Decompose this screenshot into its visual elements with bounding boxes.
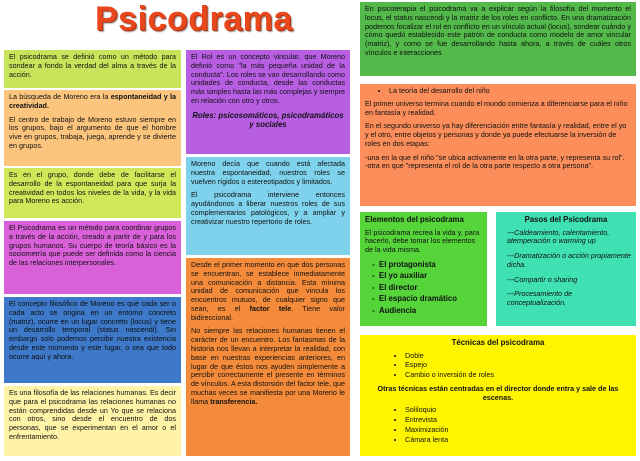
box-elements	[360, 212, 487, 326]
child-development-title: • La teoría del desarrollo del niño	[389, 87, 631, 96]
element-item: - El espacio dramático	[379, 294, 482, 304]
box-child-development	[360, 84, 636, 206]
philosophy-concept-text: El concepto filosófico de Moreno es que cada ser o cada acto se origina en un entorno concreto (matriz), ocurre en un lugar concreto (locus) y tiene un desarrollo temporal (status nascendi). Sin embargo solo podemos percibir nuestra existencia desde este momento y este lugar, o sea que todo ocurre aquí y ahora.	[9, 299, 176, 361]
element-item: - El director	[379, 283, 482, 293]
box-techniques	[360, 335, 636, 456]
director-technique-item: • Entrevista	[405, 416, 631, 425]
role-types: Roles: psicosomáticos, psicodramáticos y sociales	[192, 110, 344, 130]
moreno-search-text: La búsqueda de Moreno era la espontaneidad y la creatividad.	[9, 92, 176, 110]
techniques-title: Técnicas del psicodrama	[451, 338, 545, 347]
box-group-spontaneity	[4, 168, 181, 218]
box-steps	[496, 212, 636, 326]
spontaneity-roles-text: Moreno decía que cuando está afectada nuestra espontaneidad, nuestros roles se vuelven rígidos o estereotipados y limitados.	[191, 159, 345, 186]
elements-list	[365, 260, 482, 316]
method-text: El Psicodrama es un método para coordinar grupos a través de la acción, creado a partir de y para los grupos humanos. Su cuerpo de teoría básico es la sociometría que puede ser definida como la ciencia de las relaciones interpersonales.	[9, 223, 176, 268]
step-item: ---Dramatización o acción propiamente dicha.	[507, 251, 631, 269]
psychodrama-intervention-text: El psicodrama interviene entonces ayudándonos a liberar nuestros roles de sus complementarios patológicos, y a ampliar y creativizar nuestro repertorio de roles.	[191, 190, 345, 226]
techniques-subtitle: Otras técnicas están centradas en el director donde entra y sale de las escenas.	[377, 383, 619, 402]
technique-item: • Espejo	[405, 361, 631, 370]
box-tele	[186, 258, 350, 456]
element-item: - Audiencia	[379, 306, 482, 316]
step-item: ---Caldeamiento, calentamiento, atemperación o warming up	[507, 227, 610, 246]
stage-one-text: -una en la que el niño "se ubica activamente en la otra parte, y representa su rol".	[365, 152, 625, 162]
steps-title: Pasos del Psicodrama	[524, 215, 608, 224]
first-universe-text: El primer universo termina cuando el mundo comienza a diferenciarse para el niño en fantasía y realidad.	[365, 98, 628, 117]
box-method	[4, 221, 181, 294]
box-spontaneity-roles	[186, 157, 350, 255]
elements-intro: El psicodrama recrea la vida y, para hacerlo, debe tomar los elementos de la vida misma.	[365, 227, 480, 255]
relations-text: Es una filosofía de las relaciones humanas. Es decir que para el psicodrama las relaciones humanas no están comprendidas desde un Yo que se relaciona con otros, sino desde el encuentro de dos personas, que se experimentan en el amor o el enfrentamiento.	[9, 388, 176, 441]
page-title: Psicodrama	[95, 0, 293, 38]
director-technique-item: • Soliloquio	[405, 406, 631, 415]
technique-item: • Doble	[405, 352, 631, 361]
director-technique-item: • Cámara lenta	[405, 436, 631, 445]
stage-two-text: -otra en que "representa el rol de la otra parte respecto a otra persona".	[365, 161, 594, 171]
step-item: ---Compartir o sharing	[507, 274, 578, 284]
element-item: - El protagonista	[379, 260, 482, 270]
technique-item: • Cambio o inversión de roles	[405, 371, 631, 380]
tele-text: Desde el primer momento en que dos personas se encuentran, se establece inmediatamente una comunicación a distancia. Esta mínima unidad de comunicación que vincula los encuentros mutuos, de cualquier signo que sean, es el factor tele. Tiene valor bidireccional.	[191, 260, 345, 322]
director-technique-item: • Maximización	[405, 426, 631, 435]
box-psychotherapy	[360, 2, 636, 76]
role-text: El Rol es un concepto vincular, que Moreno definió como "la más pequeña unidad de la conducta". Los roles se van desarrollando como unidades de conducta, desde las conductas más simples hasta las más complejas y siempre en relación con otro y otros.	[191, 52, 345, 105]
second-universe-text: En el segundo universo ya hay diferenciación entre fantasía y realidad, entre el yo y el otro, entre objetos y personas y donde ya puede efectuarse la inversión de roles en dos etapas:	[365, 121, 627, 148]
box-definition	[4, 50, 181, 88]
techniques-list	[365, 352, 631, 380]
moreno-groups-text: El centro de trabajo de Moreno estuvo siempre en los grupos, bajo el argumento de que el hombre vive en grupos, trabaja, juega, aprende y se divierte en grupos.	[9, 114, 176, 150]
elements-title: Elementos del psicodrama	[365, 215, 464, 224]
element-item: - El yo auxiliar	[379, 271, 482, 281]
box-relations	[4, 386, 181, 456]
group-spontaneity-text: Es en el grupo, donde debe de facilitarse el desarrollo de la espontaneidad para que surja la creatividad en todos los niveles de la vida, y la vida para Moreno es acción.	[9, 170, 176, 206]
definition-text: El psicodrama se definió como un método para sondear a fondo la verdad del alma a través de la acción.	[9, 52, 176, 79]
psychotherapy-text: En psicoterapia el psicodrama va a explicar según la filosofía del momento el locus, el status nascendi y la matriz de los roles en conflicto. En una dramatización podemos focalizar el rol en conflicto en un vínculo actual (locus), sondear cuándo y cómo quedó establecido este patrón de conducta como modelo de amor vincular (matriz), y como se fue desarrollando hasta ahora, a través de cuáles otros vínculos e interacciones	[365, 4, 631, 57]
steps-list	[501, 229, 631, 308]
director-techniques-list	[365, 406, 631, 444]
transference-text: No siempre las relaciones humanas tienen el carácter de un encuentro. Los fantasmas de la historia nos llevan a interpretar la realidad, con base en nuestras experiencias anteriores, en lugar de que éstos nos ayuden simplemente a percibir correctamente el presente en términos de vínculos. A esta distorsión del factor tele, que muchas veces se manifiesta por una Moreno le llama transferencia.	[191, 326, 345, 406]
box-philosophy-concept	[4, 297, 181, 383]
box-moreno-search	[4, 90, 181, 166]
step-item: ---Procesamiento de conceptualización.	[507, 289, 573, 308]
box-role	[186, 50, 350, 154]
